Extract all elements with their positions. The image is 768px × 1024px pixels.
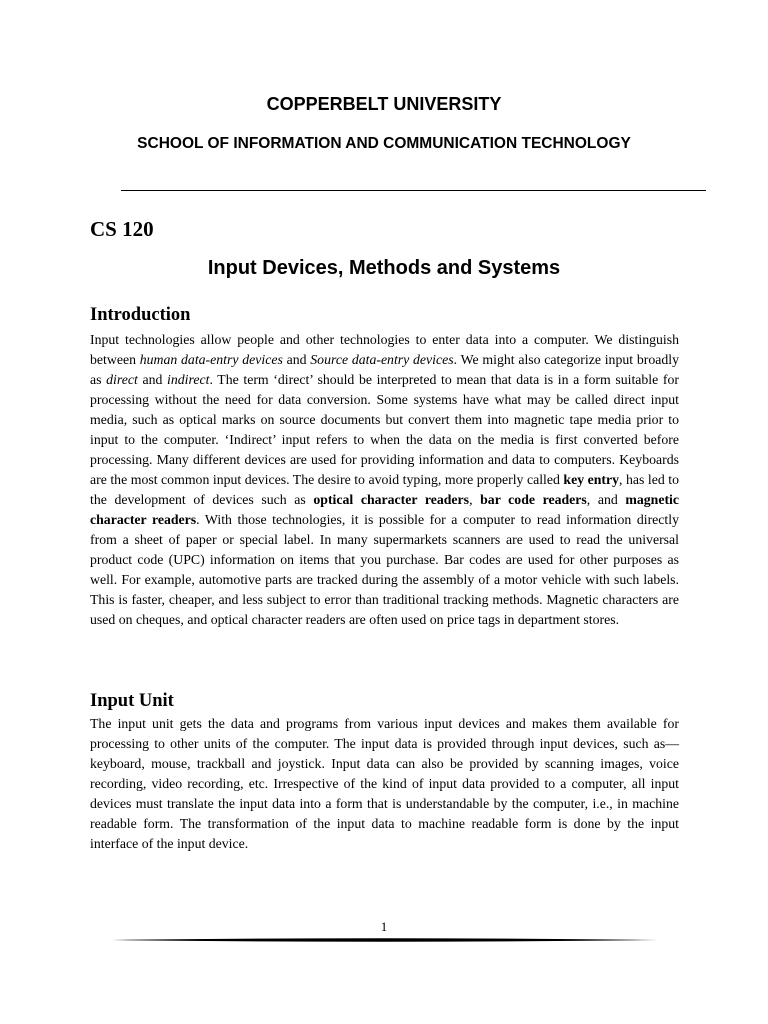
section-heading-introduction: Introduction xyxy=(90,305,191,325)
section-heading-input-unit: Input Unit xyxy=(90,691,174,711)
intro-run-bold: key entry xyxy=(563,472,620,487)
intro-run: and xyxy=(137,372,168,387)
school-name: SCHOOL OF INFORMATION AND COMMUNICATION TECHNOLOGY xyxy=(137,135,631,152)
intro-run: . We might also categorize input broadly as xyxy=(90,352,679,387)
intro-run-italic: Source data-entry devices xyxy=(310,352,454,367)
intro-run: . The term ‘direct’ should be interpreted to mean that data is in a form suitable for processing without the need for data conversion. Some systems have what may be called direct input media, such as optical marks on source documents but convert them into magnetic tape media prior to input to the computer. ‘Indirect’ input refers to when the data on the media is first converted before processing. Many different devices are used for providing information and data to computers. Keyboards are the most common input devices. The desire to avoid typing, more properly called xyxy=(90,372,679,487)
intro-run: , has led to the development of devices such as xyxy=(90,472,679,507)
page-number: 1 xyxy=(380,919,388,934)
intro-run-italic: human data-entry devices xyxy=(139,352,283,367)
intro-run-bold: magnetic character readers xyxy=(90,492,679,527)
intro-run: , xyxy=(469,492,481,507)
university-name: COPPERBELT UNIVERSITY xyxy=(266,94,502,114)
intro-run: and xyxy=(282,352,311,367)
intro-run-italic: indirect xyxy=(167,372,210,387)
header-divider xyxy=(121,190,706,191)
input-unit-paragraph: The input unit gets the data and programs from various input devices and makes them available for processing to other units of the computer. The input data is provided through input devices, such as—keyboard, mouse, trackball and joystick. Input data can also be provided by scanning images, voice recording, video recording, etc. Irrespective of the kind of input data provided to a computer, all input devices must translate the input data into a form that is understandable by the computer, i.e., in machine readable form. The transformation of the input data to machine readable form is done by the input interface of the input device. xyxy=(90,716,679,851)
introduction-paragraph xyxy=(90,330,679,630)
intro-run: . With those technologies, it is possible for a computer to read information directly from a sheet of paper or special label. In many supermarkets scanners are used to read the universal product code (UPC) information on items that you purchase. Bar codes are used for other purposes as well. For example, automotive parts are tracked during the assembly of a motor vehicle with such labels. This is faster, cheaper, and less subject to error than traditional tracking methods. Magnetic characters are used on cheques, and optical character readers are often used on price tags in department stores. xyxy=(90,512,679,627)
intro-run-bold: optical character readers xyxy=(313,492,470,507)
document-title: Input Devices, Methods and Systems xyxy=(207,257,561,279)
footer-divider xyxy=(112,935,657,945)
course-code: CS 120 xyxy=(90,217,154,241)
intro-run: Input technologies allow people and other technologies to enter data into a computer. We distinguish between xyxy=(90,332,679,367)
intro-run-italic: direct xyxy=(106,372,138,387)
intro-run-bold: bar code readers xyxy=(480,492,587,507)
intro-run: , and xyxy=(586,492,626,507)
